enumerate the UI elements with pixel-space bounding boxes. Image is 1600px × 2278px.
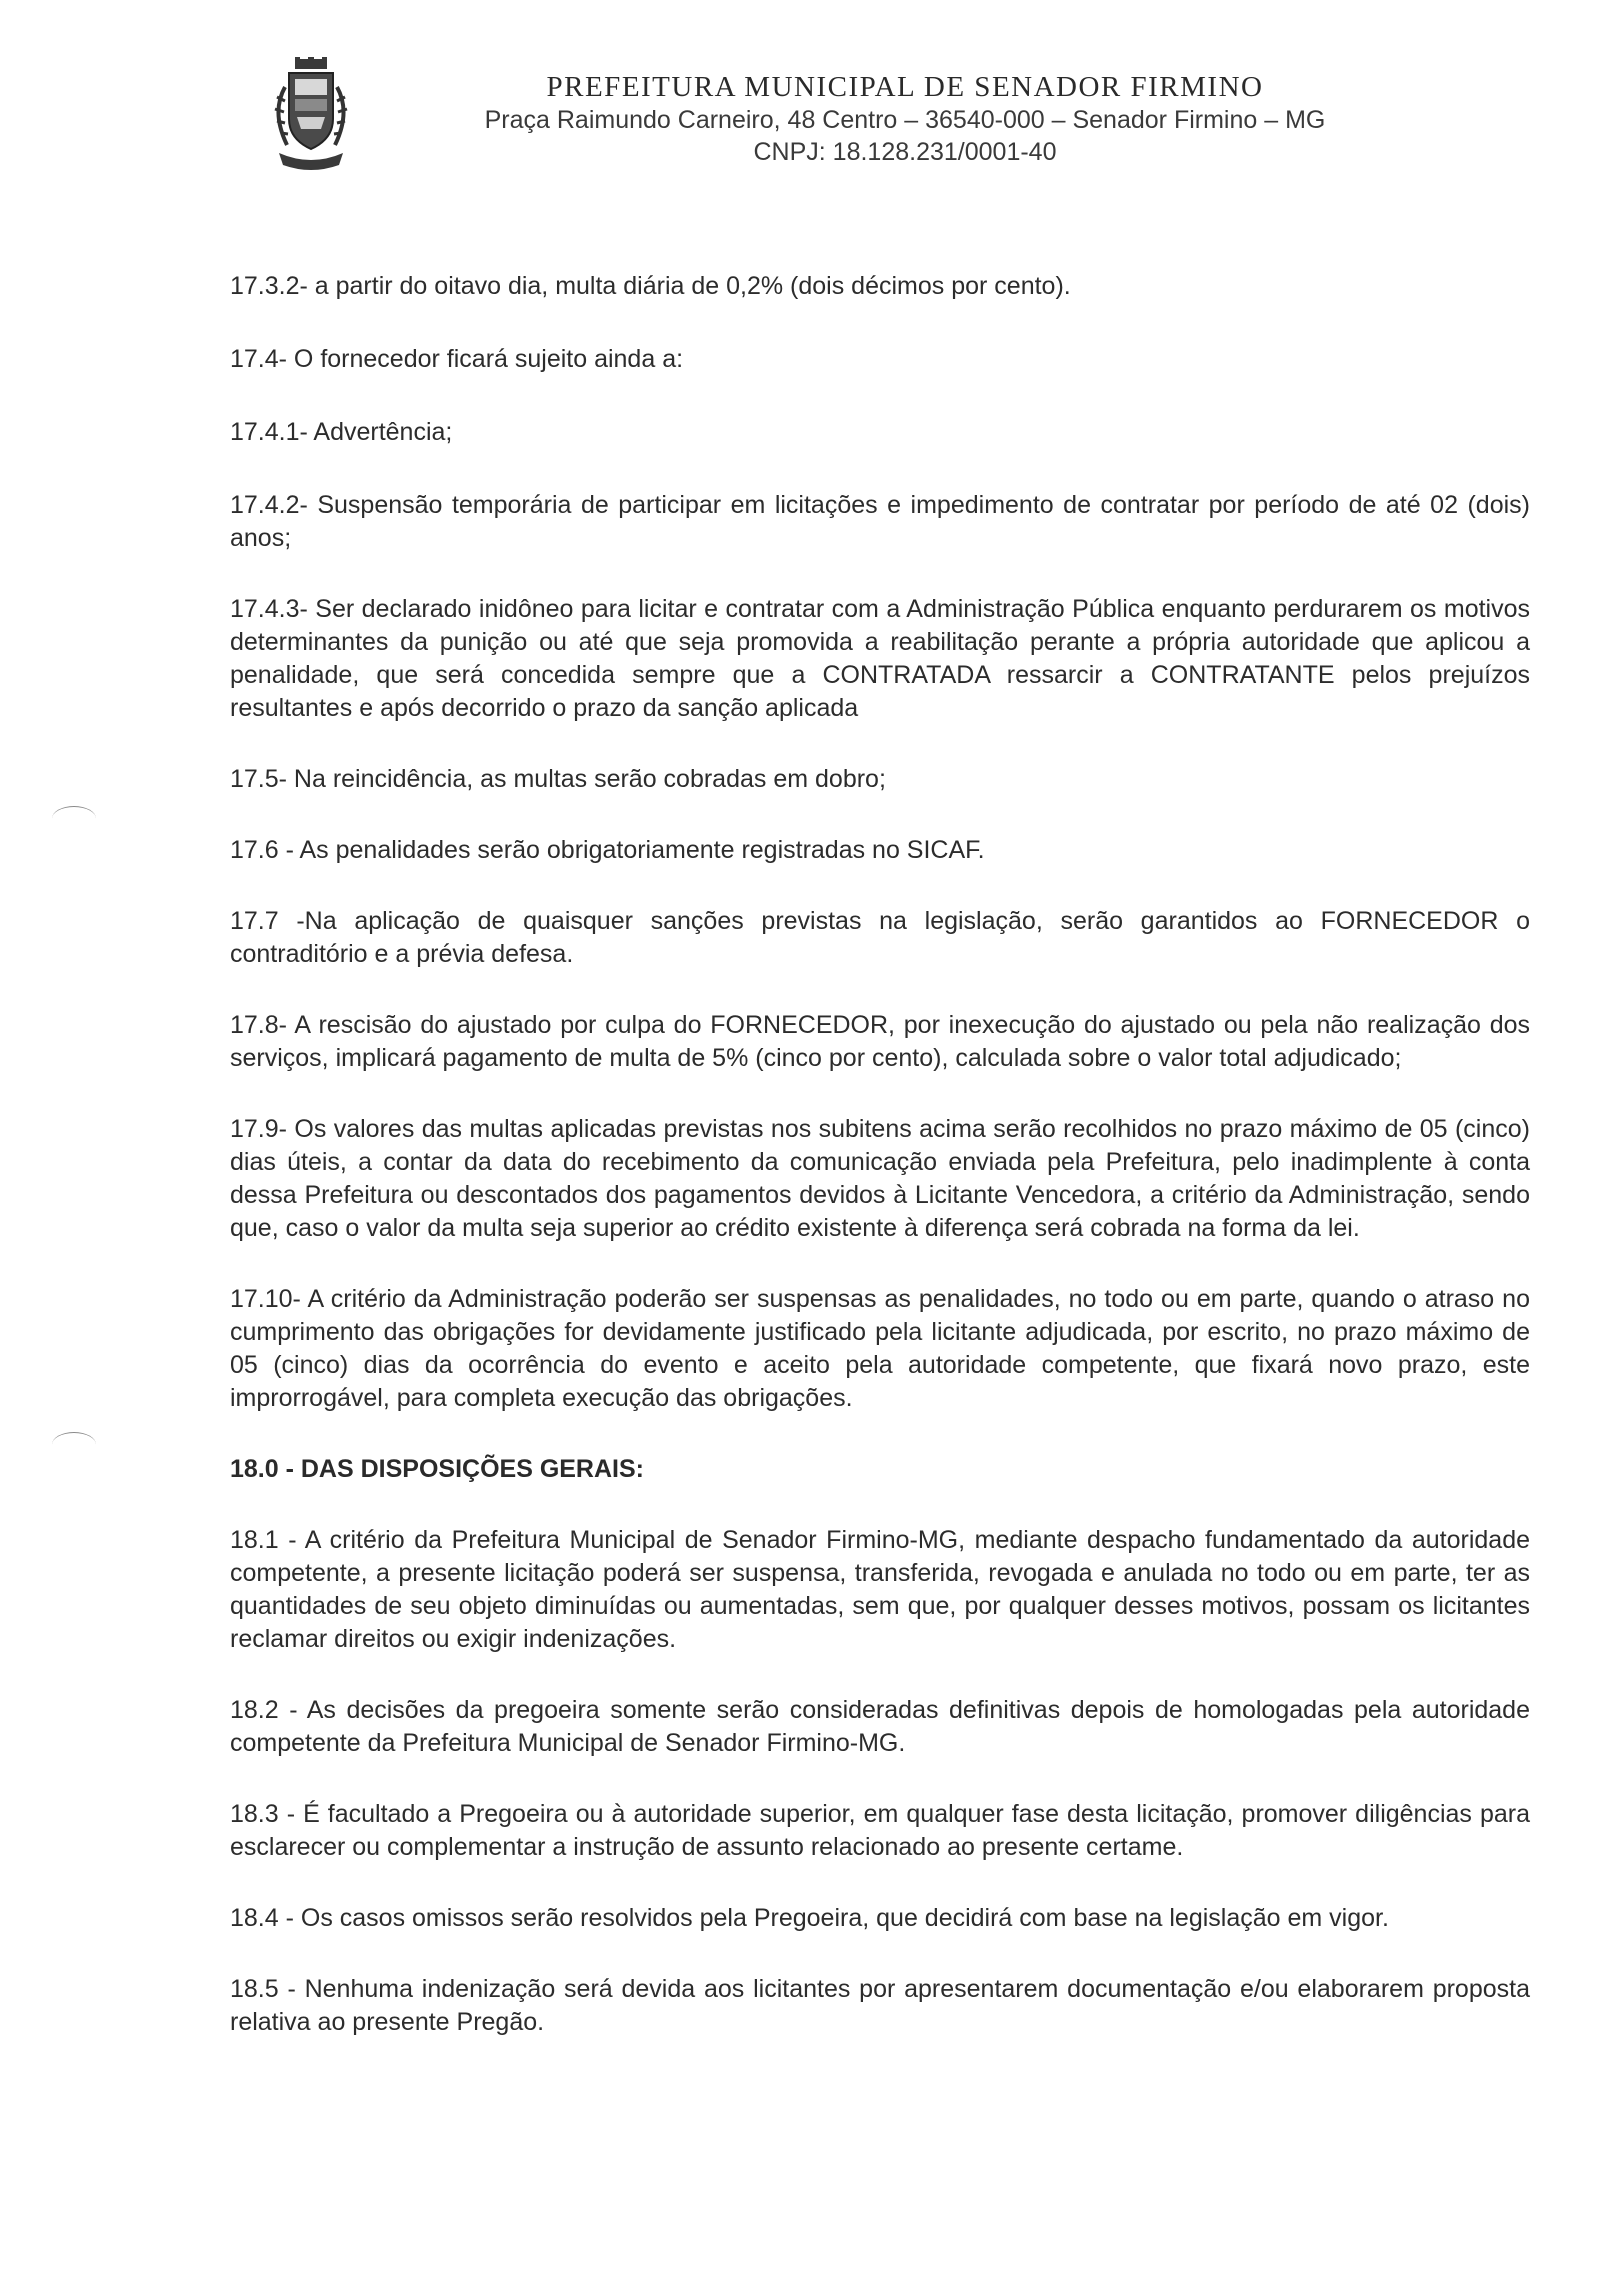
clause-17-6: 17.6 - As penalidades serão obrigatoriamente registradas no SICAF. — [230, 836, 985, 864]
clause-17-10: 17.10- A critério da Administração poderão ser suspensas as penalidades, no todo ou em parte, quando o atraso no cumprimento das obrigações for devidamente justificado pela licitante adjudicada, por escrito, no prazo máximo de 05 (cinco) dias da ocorrência do evento e aceito pela autoridade competente, que fixará novo prazo, este improrrogável, para completa execução das obrigações. — [230, 1285, 1530, 1412]
clause-18-1: 18.1 - A critério da Prefeitura Municipal de Senador Firmino-MG, mediante despacho fundamentado da autoridade competente, a presente licitação poderá ser suspensa, transferida, revogada e anulada no todo ou em parte, ter as quantidades de seu objeto diminuídas ou aumentadas, sem que, por qualquer desses motivos, possam os licitantes reclamar direitos ou exigir indenizações. — [230, 1526, 1530, 1653]
clause-18-3: 18.3 - É facultado a Pregoeira ou à autoridade superior, em qualquer fase desta licitação, promover diligências para esclarecer ou complementar a instrução de assunto relacionado ao presente certame. — [230, 1800, 1530, 1861]
clause-17-4-3: 17.4.3- Ser declarado inidôneo para licitar e contratar com a Administração Pública enquanto perdurarem os motivos determinantes da punição ou até que seja promovida a reabilitação perante a própria autoridade que aplicou a penalidade, que será concedida sempre que a CONTRATADA ressarcir a CONTRATANTE pelos prejuízos resultantes e após decorrido o prazo da sanção aplicada — [230, 595, 1530, 722]
clause-17-9: 17.9- Os valores das multas aplicadas previstas nos subitens acima serão recolhidos no prazo máximo de 05 (cinco) dias úteis, a contar da data do recebimento da comunicação enviada pela Prefeitura, pelo inadimplente à conta dessa Prefeitura ou descontados dos pagamentos devidos à Licitante Vencedora, a critério da Administração, sendo que, caso o valor da multa seja superior ao crédito existente à diferença será cobrada na forma da lei. — [230, 1115, 1530, 1242]
organization-address: Praça Raimundo Carneiro, 48 Centro – 36540-000 – Senador Firmino – MG — [484, 106, 1326, 134]
punch-hole-mark — [52, 1432, 96, 1457]
clause-18-4: 18.4 - Os casos omissos serão resolvidos pela Pregoeira, que decidirá com base na legislação em vigor. — [230, 1904, 1389, 1932]
clause-17-4-1: 17.4.1- Advertência; — [230, 418, 453, 446]
clause-18-5: 18.5 - Nenhuma indenização será devida aos licitantes por apresentarem documentação e/ou elaborarem proposta relativa ao presente Pregão. — [230, 1975, 1530, 2036]
clause-17-4-2: 17.4.2- Suspensão temporária de participar em licitações e impedimento de contratar por período de até 02 (dois) anos; — [230, 491, 1530, 552]
clause-17-7: 17.7 -Na aplicação de quaisquer sanções previstas na legislação, serão garantidos ao FORNECEDOR o contraditório e a prévia defesa. — [230, 907, 1530, 968]
section-18-heading: 18.0 - DAS DISPOSIÇÕES GERAIS: — [230, 1455, 644, 1483]
clause-17-3-2: 17.3.2- a partir do oitavo dia, multa diária de 0,2% (dois décimos por cento). — [230, 272, 1071, 300]
letterhead-text — [480, 70, 1330, 168]
clause-17-8: 17.8- A rescisão do ajustado por culpa do FORNECEDOR, por inexecução do ajustado ou pela não realização dos serviços, implicará pagamento de multa de 5% (cinco por cento), calculada sobre o valor total adjudicado; — [230, 1011, 1530, 1072]
municipal-coat-of-arms-icon — [265, 57, 357, 175]
document-body — [230, 270, 1530, 2039]
organization-name: PREFEITURA MUNICIPAL DE SENADOR FIRMINO — [546, 71, 1264, 103]
clause-17-5: 17.5- Na reincidência, as multas serão cobradas em dobro; — [230, 765, 886, 793]
organization-cnpj: CNPJ: 18.128.231/0001-40 — [753, 138, 1057, 166]
punch-hole-mark — [52, 806, 96, 831]
clause-18-2: 18.2 - As decisões da pregoeira somente serão consideradas definitivas depois de homologadas pela autoridade competente da Prefeitura Municipal de Senador Firmino-MG. — [230, 1696, 1530, 1757]
clause-17-4: 17.4- O fornecedor ficará sujeito ainda a: — [230, 345, 684, 373]
